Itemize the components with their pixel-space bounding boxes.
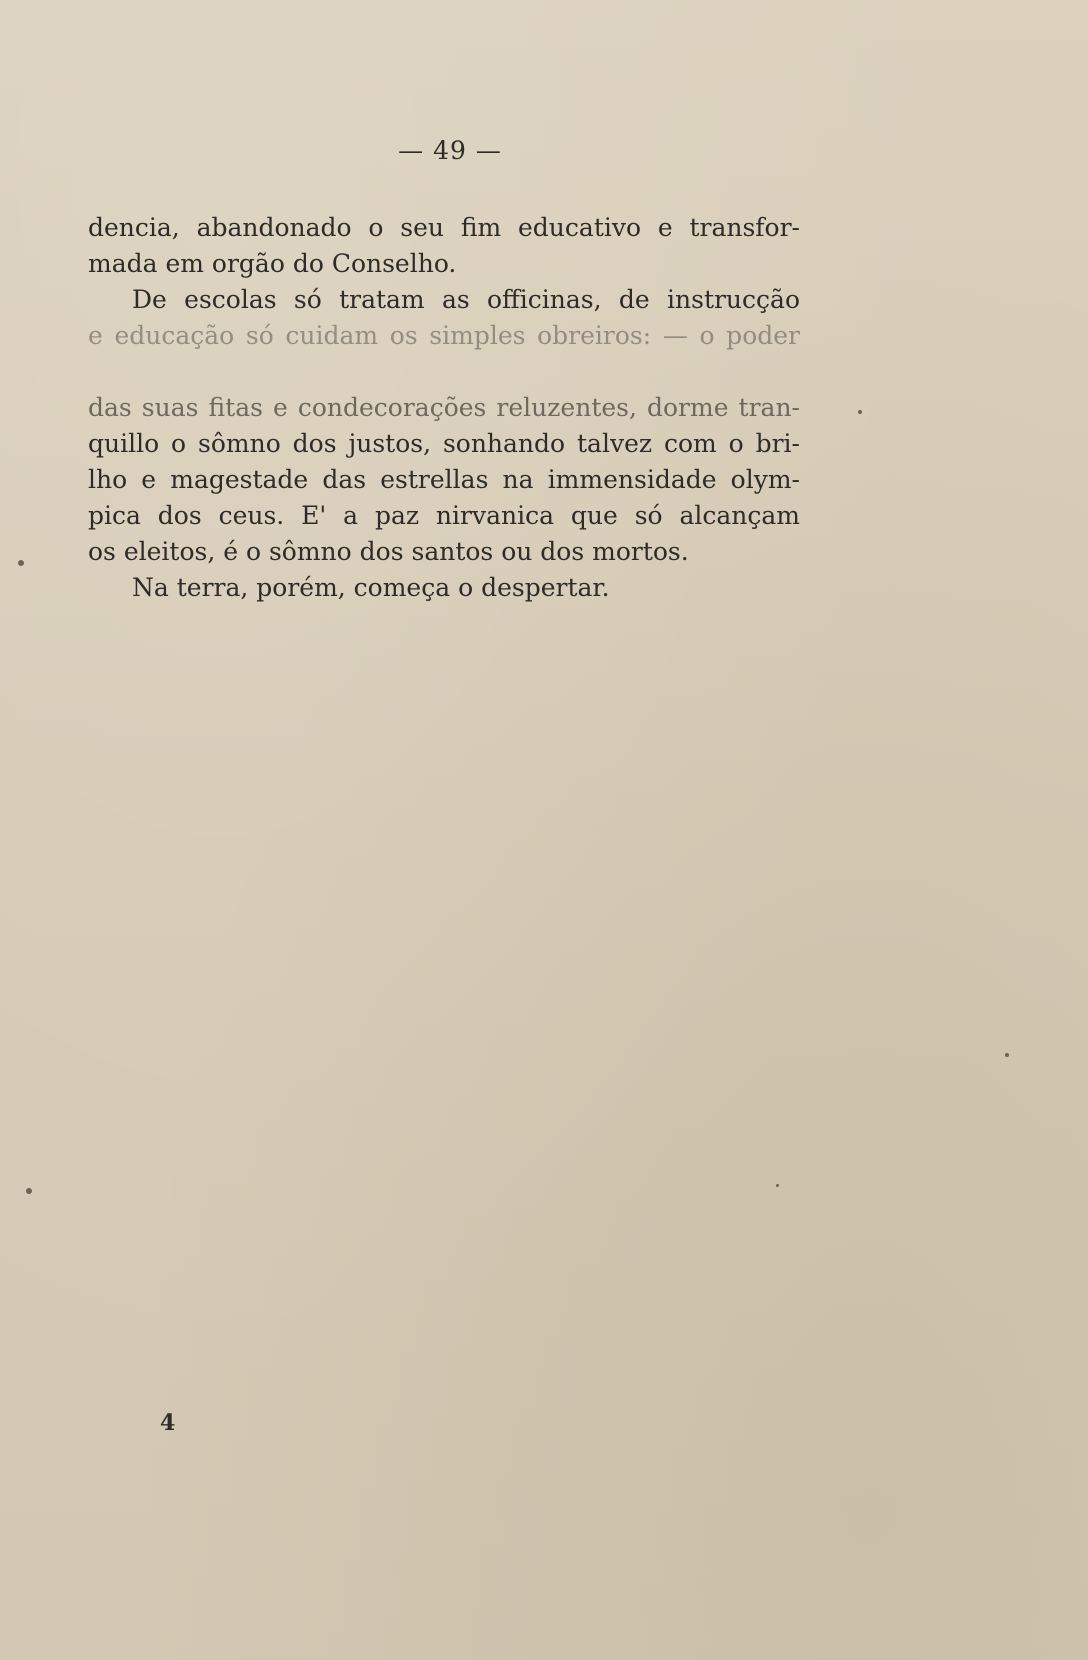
paper-speck (858, 410, 862, 414)
page-number: — 49 — (398, 136, 502, 165)
paper-speck (26, 1188, 32, 1194)
text-line-4: e educação só cuidam os simples obreiros: — o poder (88, 321, 800, 350)
text-line-10: os eleitos, é o sômno dos santos ou dos mortos. (88, 537, 689, 566)
paper-speck (18, 560, 24, 566)
text-line-6: das suas fitas e condecorações reluzentes, dorme tran- (88, 393, 800, 422)
text-line-11: Na terra, porém, começa o despertar. (132, 573, 610, 602)
body-text (88, 210, 800, 606)
text-line-1: dencia, abandonado o seu fim educativo e transfor- (88, 213, 800, 242)
text-line-7: quillo o sômno dos justos, sonhando talvez com o bri- (88, 429, 800, 458)
text-line-2: mada em orgão do Conselho. (88, 249, 457, 278)
paper-speck (776, 1184, 779, 1187)
text-line-8: lho e magestade das estrellas na immensidade olym- (88, 465, 800, 494)
text-line-3: De escolas só tratam as officinas, de instrucção (132, 285, 800, 314)
signature-mark: 4 (160, 1410, 176, 1436)
paper-speck (1005, 1053, 1009, 1057)
text-line-9: pica dos ceus. E' a paz nirvanica que só alcançam (88, 501, 800, 530)
text-line-obscured (88, 354, 800, 390)
